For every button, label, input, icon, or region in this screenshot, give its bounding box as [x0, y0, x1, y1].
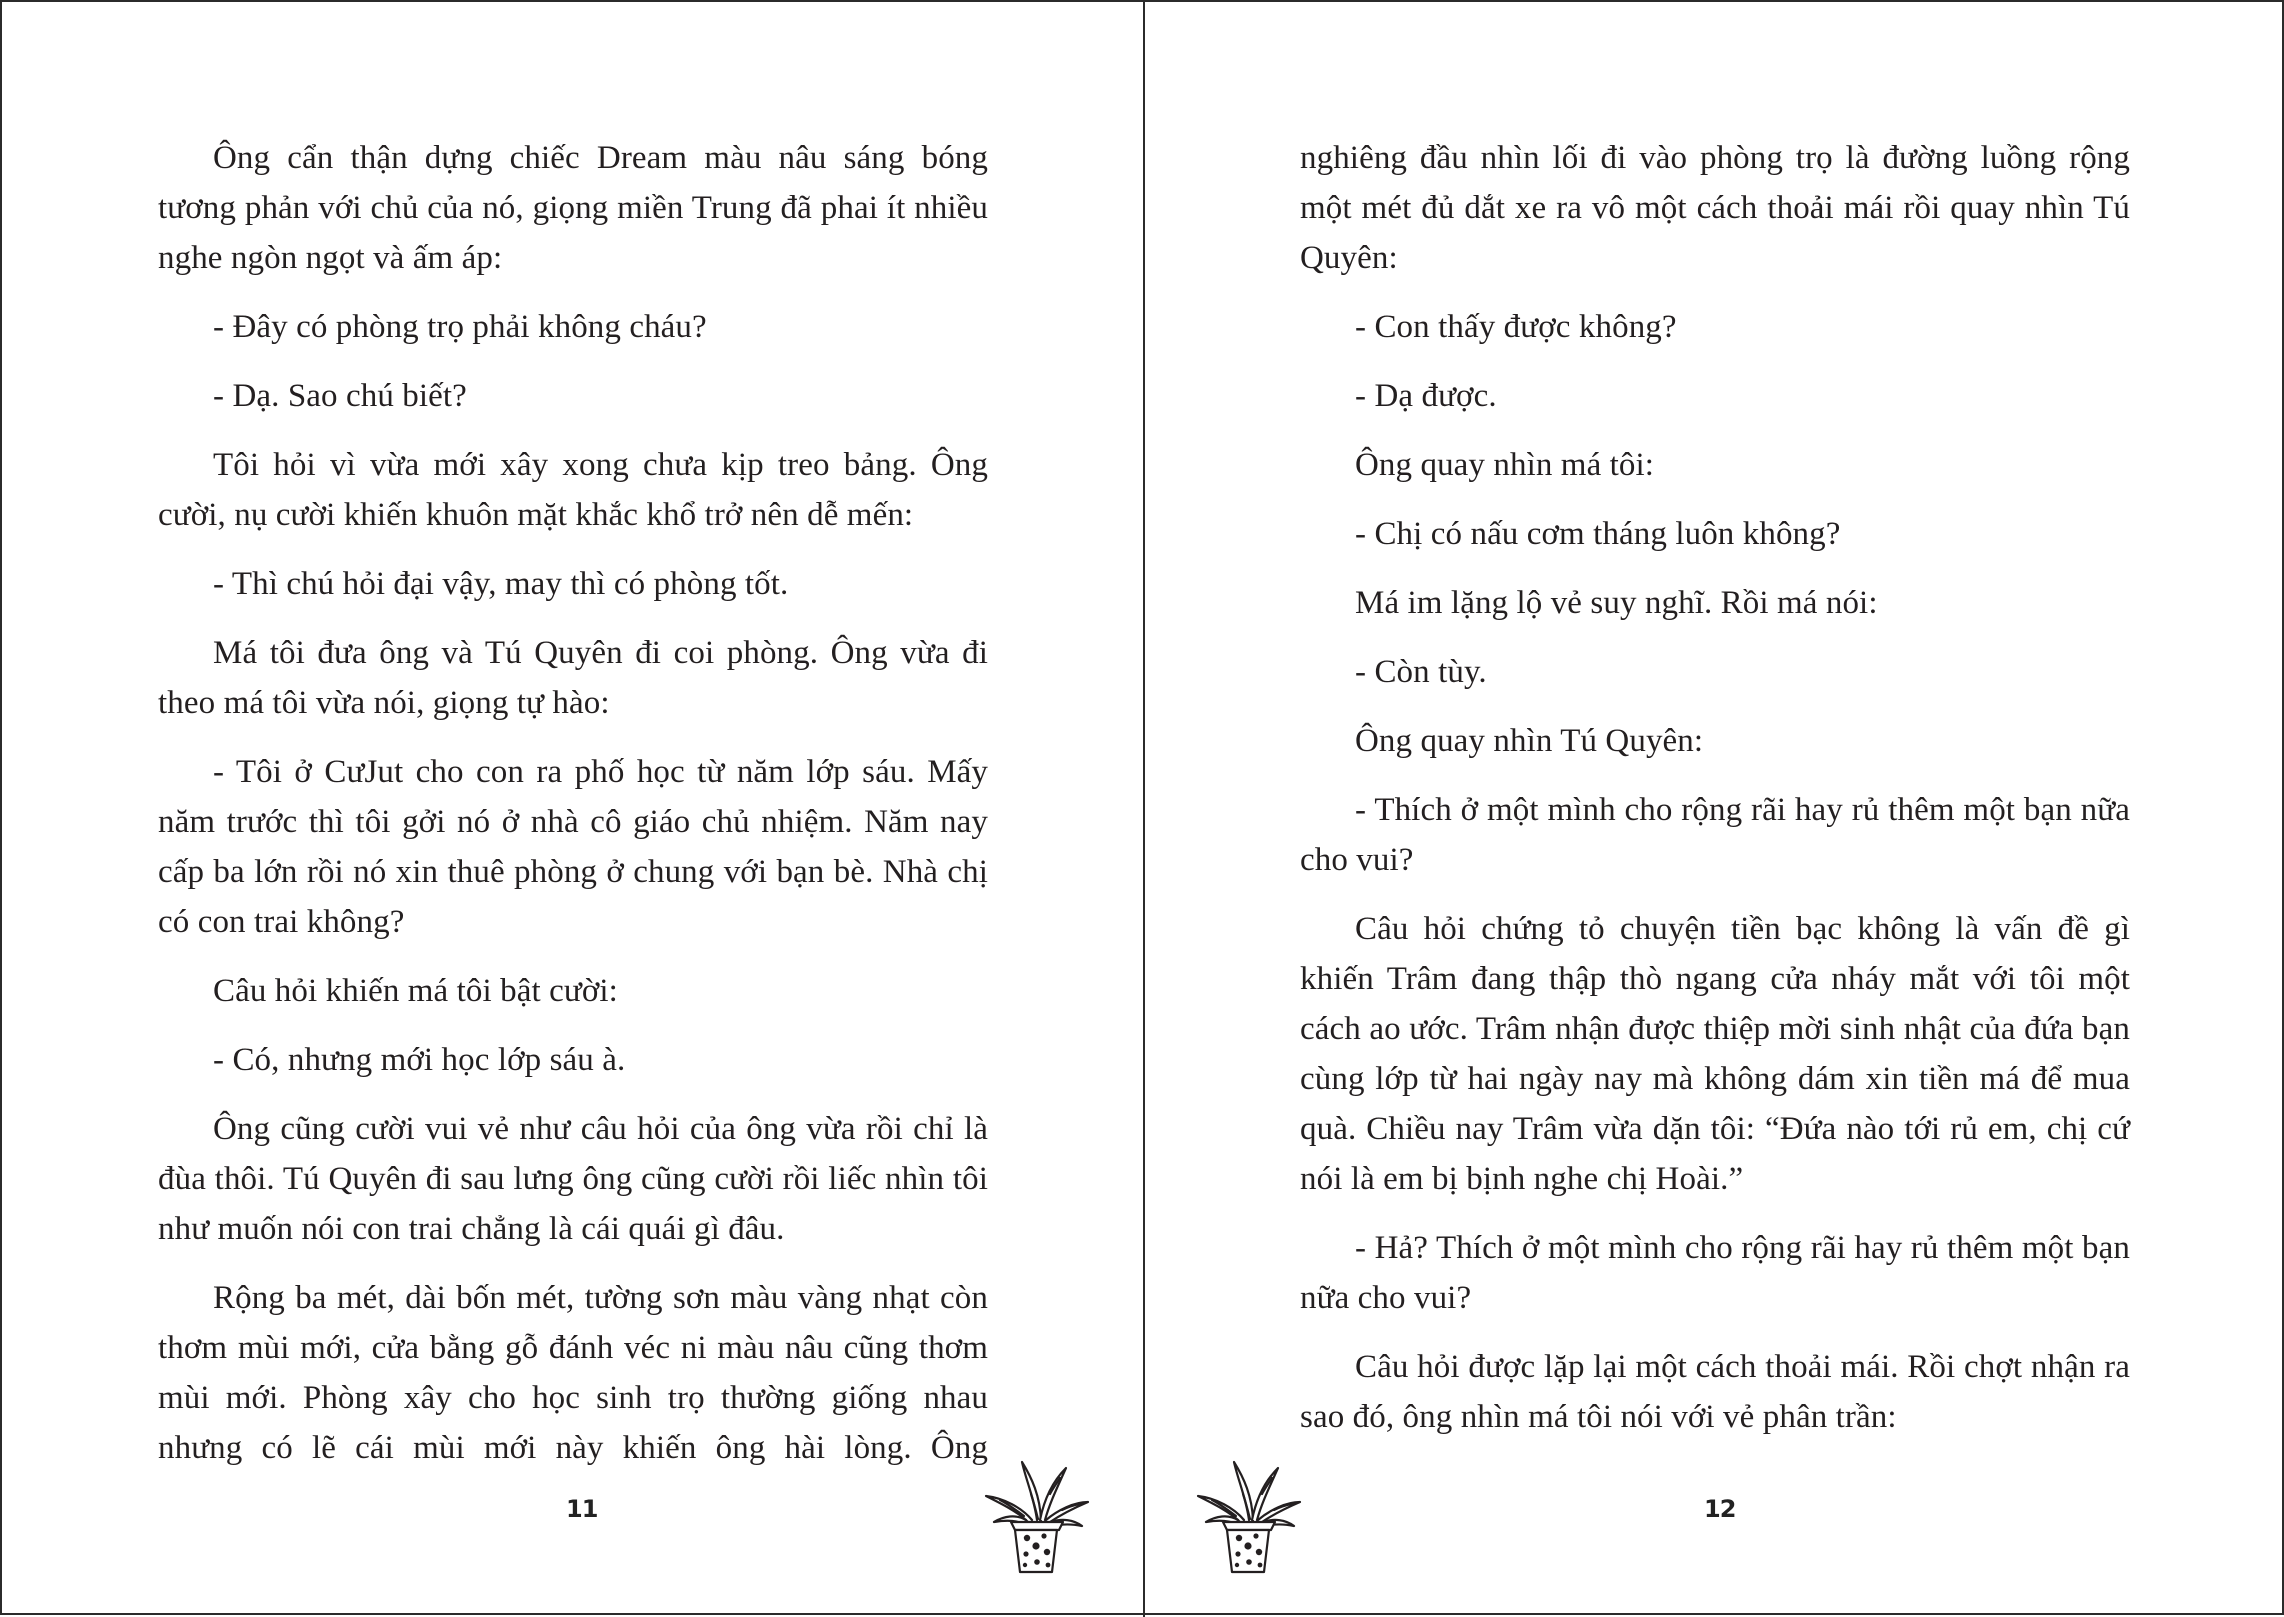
paragraph: - Có, nhưng mới học lớp sáu à.: [213, 1042, 626, 1078]
paragraph: Tôi hỏi vì vừa mới xây xong chưa kịp treo bảng. Ông cười, nụ cười khiến khuôn mặt khắc khổ trở nên dễ mến:: [158, 447, 988, 533]
potted-plant-icon: [982, 1458, 1092, 1576]
paragraph: Ông cũng cười vui vẻ như câu hỏi của ông vừa rồi chỉ là đùa thôi. Tú Quyên đi sau lưng ông cũng cười rồi liếc nhìn tôi như muốn nói con trai chẳng là cái quái gì đâu.: [158, 1111, 988, 1247]
page-number: 12: [1704, 1495, 1736, 1523]
paragraph: - Dạ. Sao chú biết?: [213, 378, 467, 414]
left-page: [2, 2, 1143, 1617]
paragraph: - Dạ được.: [1355, 378, 1497, 414]
paragraph: - Chị có nấu cơm tháng luôn không?: [1355, 516, 1841, 552]
paragraph: Má im lặng lộ vẻ suy nghĩ. Rồi má nói:: [1355, 585, 1878, 621]
paragraph: - Còn tùy.: [1355, 654, 1487, 690]
paragraph: Ông quay nhìn má tôi:: [1355, 447, 1655, 483]
right-page-text: [1300, 133, 2130, 1461]
paragraph: Rộng ba mét, dài bốn mét, tường sơn màu vàng nhạt còn thơm mùi mới, cửa bằng gỗ đánh véc ni màu nâu cũng thơm mùi mới. Phòng xây cho học sinh trọ thường giống nhau nhưng có lẽ cái mùi mới này khiến ông hài lòng. Ông: [158, 1280, 988, 1466]
paragraph: - Thì chú hỏi đại vậy, may thì có phòng tốt.: [213, 566, 789, 602]
paragraph: Má tôi đưa ông và Tú Quyên đi coi phòng. Ông vừa đi theo má tôi vừa nói, giọng tự hào:: [158, 635, 988, 721]
paragraph: Câu hỏi khiến má tôi bật cười:: [213, 973, 618, 1009]
paragraph: nghiêng đầu nhìn lối đi vào phòng trọ là đường luồng rộng một mét đủ dắt xe ra vô một cách thoải mái rồi quay nhìn Tú Quyên:: [1300, 140, 2130, 276]
paragraph: Ông cẩn thận dựng chiếc Dream màu nâu sáng bóng tương phản với chủ của nó, giọng miền Trung đã phai ít nhiều nghe ngòn ngọt và ấm áp:: [158, 140, 988, 276]
left-page-text: [158, 133, 988, 1492]
paragraph: Câu hỏi được lặp lại một cách thoải mái. Rồi chợt nhận ra sao đó, ông nhìn má tôi nói với vẻ phân trần:: [1300, 1349, 2130, 1435]
paragraph: Câu hỏi chứng tỏ chuyện tiền bạc không là vấn đề gì khiến Trâm đang thập thò ngang cửa nháy mắt với tôi một cách ao ước. Trâm nhận được thiệp mời sinh nhật của đứa bạn cùng lớp từ hai ngày nay mà không dám xin tiền má để mua quà. Chiều nay Trâm vừa dặn tôi: “Đứa nào tới rủ em, chị cứ nói là em bị bịnh nghe chị Hoài.”: [1300, 911, 2130, 1197]
paragraph: Ông quay nhìn Tú Quyên:: [1355, 723, 1704, 759]
paragraph: - Thích ở một mình cho rộng rãi hay rủ thêm một bạn nữa cho vui?: [1300, 792, 2130, 878]
paragraph: - Đây có phòng trọ phải không cháu?: [213, 309, 707, 345]
potted-plant-icon: [1194, 1458, 1304, 1576]
paragraph: - Con thấy được không?: [1355, 309, 1677, 345]
page-number: 11: [566, 1495, 598, 1523]
paragraph: - Tôi ở CưJut cho con ra phố học từ năm lớp sáu. Mấy năm trước thì tôi gởi nó ở nhà cô giáo chủ nhiệm. Năm nay cấp ba lớn rồi nó xin thuê phòng ở chung với bạn bè. Nhà chị có con trai không?: [158, 754, 988, 940]
paragraph: - Hả? Thích ở một mình cho rộng rãi hay rủ thêm một bạn nữa cho vui?: [1300, 1230, 2130, 1316]
right-page: [1145, 2, 2284, 1617]
